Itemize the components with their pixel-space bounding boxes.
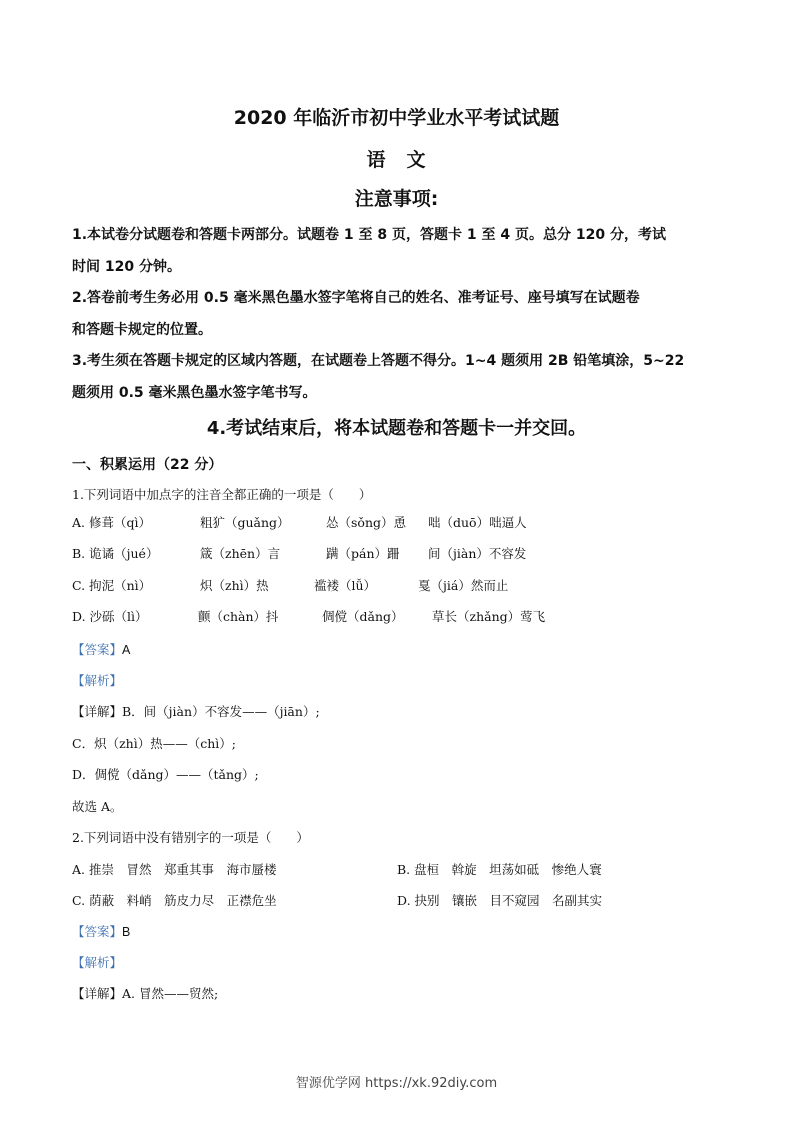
q1-option-d-word-3: 倜傥（dǎng）	[322, 609, 404, 624]
q1-option-d-word-2: 颤（chàn）抖	[198, 609, 279, 624]
notice-line: 题须用 0.5 毫米黑色墨水签字笔书写。	[72, 385, 317, 401]
q2-option-d: D. 抉别 镶嵌 目不窥园 名副其实	[397, 893, 603, 908]
question-2-stem: 2.下列词语中没有错别字的一项是（ ）	[72, 830, 309, 845]
page-title: 2020 年临沂市初中学业水平考试试题	[233, 107, 560, 129]
q1-detail-line: 【详解】B．间（jiàn）不容发——（jiān）;	[72, 704, 320, 719]
notice-4: 4.考试结束后，将本试题卷和答题卡一并交回。	[206, 418, 587, 439]
subject-title: 语 文	[366, 149, 427, 171]
footer-watermark: 智源优学网 https://xk.92diy.com	[295, 1076, 498, 1091]
notice-heading: 注意事项:	[354, 188, 439, 210]
q2-detail-line: 【详解】A. 冒然——贸然;	[72, 986, 219, 1001]
notice-line: 时间 120 分钟。	[72, 259, 181, 275]
q1-option-a-word-4: 咄（duō）咄逼人	[428, 515, 527, 530]
q1-detail-line: C．炽（zhì）热——（chì）;	[72, 736, 236, 751]
answer-value: A	[122, 643, 131, 657]
q1-option-c-word-4: 戛（jiá）然而止	[418, 578, 509, 593]
notice-line: 1.本试卷分试题卷和答题卡两部分。试题卷 1 至 8 页，答题卡 1 至 4 页。总分 120 分，考试	[72, 227, 666, 243]
q2-option-b: B. 盘桓 斡旋 坦荡如砥 惨绝人寰	[397, 862, 602, 877]
q1-option-c-word-2: 炽（zhì）热	[200, 578, 269, 593]
q1-option-b-word-3: 蹒（pán）跚	[326, 546, 400, 561]
q1-option-c-word-3: 褴褛（lǚ）	[314, 578, 377, 593]
q1-option-b-word-2: 箴（zhēn）言	[200, 546, 281, 561]
q1-option-c-word-1: C. 拘泥（nì）	[72, 578, 152, 593]
answer-tag: 【答案】	[72, 642, 123, 657]
question-1-stem: 1.下列词语中加点字的注音全都正确的一项是（ ）	[72, 487, 372, 502]
q1-analysis-tag: 【解析】	[72, 673, 123, 688]
q1-option-d-word-1: D. 沙砾（lì）	[72, 609, 148, 624]
q2-option-c: C. 荫蔽 料峭 筋皮力尽 正襟危坐	[72, 893, 277, 908]
q1-option-d-word-4: 草长（zhǎng）莺飞	[432, 609, 546, 624]
q1-option-a-word-2: 粗犷（guǎng）	[200, 515, 290, 530]
section-heading: 一、积累运用（22 分）	[72, 457, 223, 473]
q2-analysis-tag: 【解析】	[72, 955, 123, 970]
q1-detail-line: D．倜傥（dǎng）——（tǎng）;	[72, 767, 259, 782]
q2-answer	[72, 922, 130, 940]
answer-value: B	[122, 925, 131, 939]
notice-line: 2.答卷前考生务必用 0.5 毫米黑色墨水签字笔将自己的姓名、准考证号、座号填写在试题卷	[72, 290, 640, 306]
notice-line: 和答题卡规定的位置。	[72, 322, 212, 338]
answer-tag: 【答案】	[72, 924, 123, 939]
q1-option-a-word-1: A. 修葺（qì）	[72, 515, 151, 530]
notice-line: 3.考生须在答题卡规定的区域内答题，在试题卷上答题不得分。1~4 题须用 2B 铅笔填涂，5~22	[72, 353, 685, 369]
q1-option-a-word-3: 怂（sǒng）恿	[326, 515, 406, 530]
q1-answer	[72, 640, 130, 658]
q1-detail-line: 故选 A。	[72, 799, 123, 814]
q2-option-a: A. 推崇 冒然 郑重其事 海市蜃楼	[72, 862, 277, 877]
q1-option-b-word-4: 间（jiàn）不容发	[428, 546, 527, 561]
q1-option-b-word-1: B. 诡谲（jué）	[72, 546, 159, 561]
